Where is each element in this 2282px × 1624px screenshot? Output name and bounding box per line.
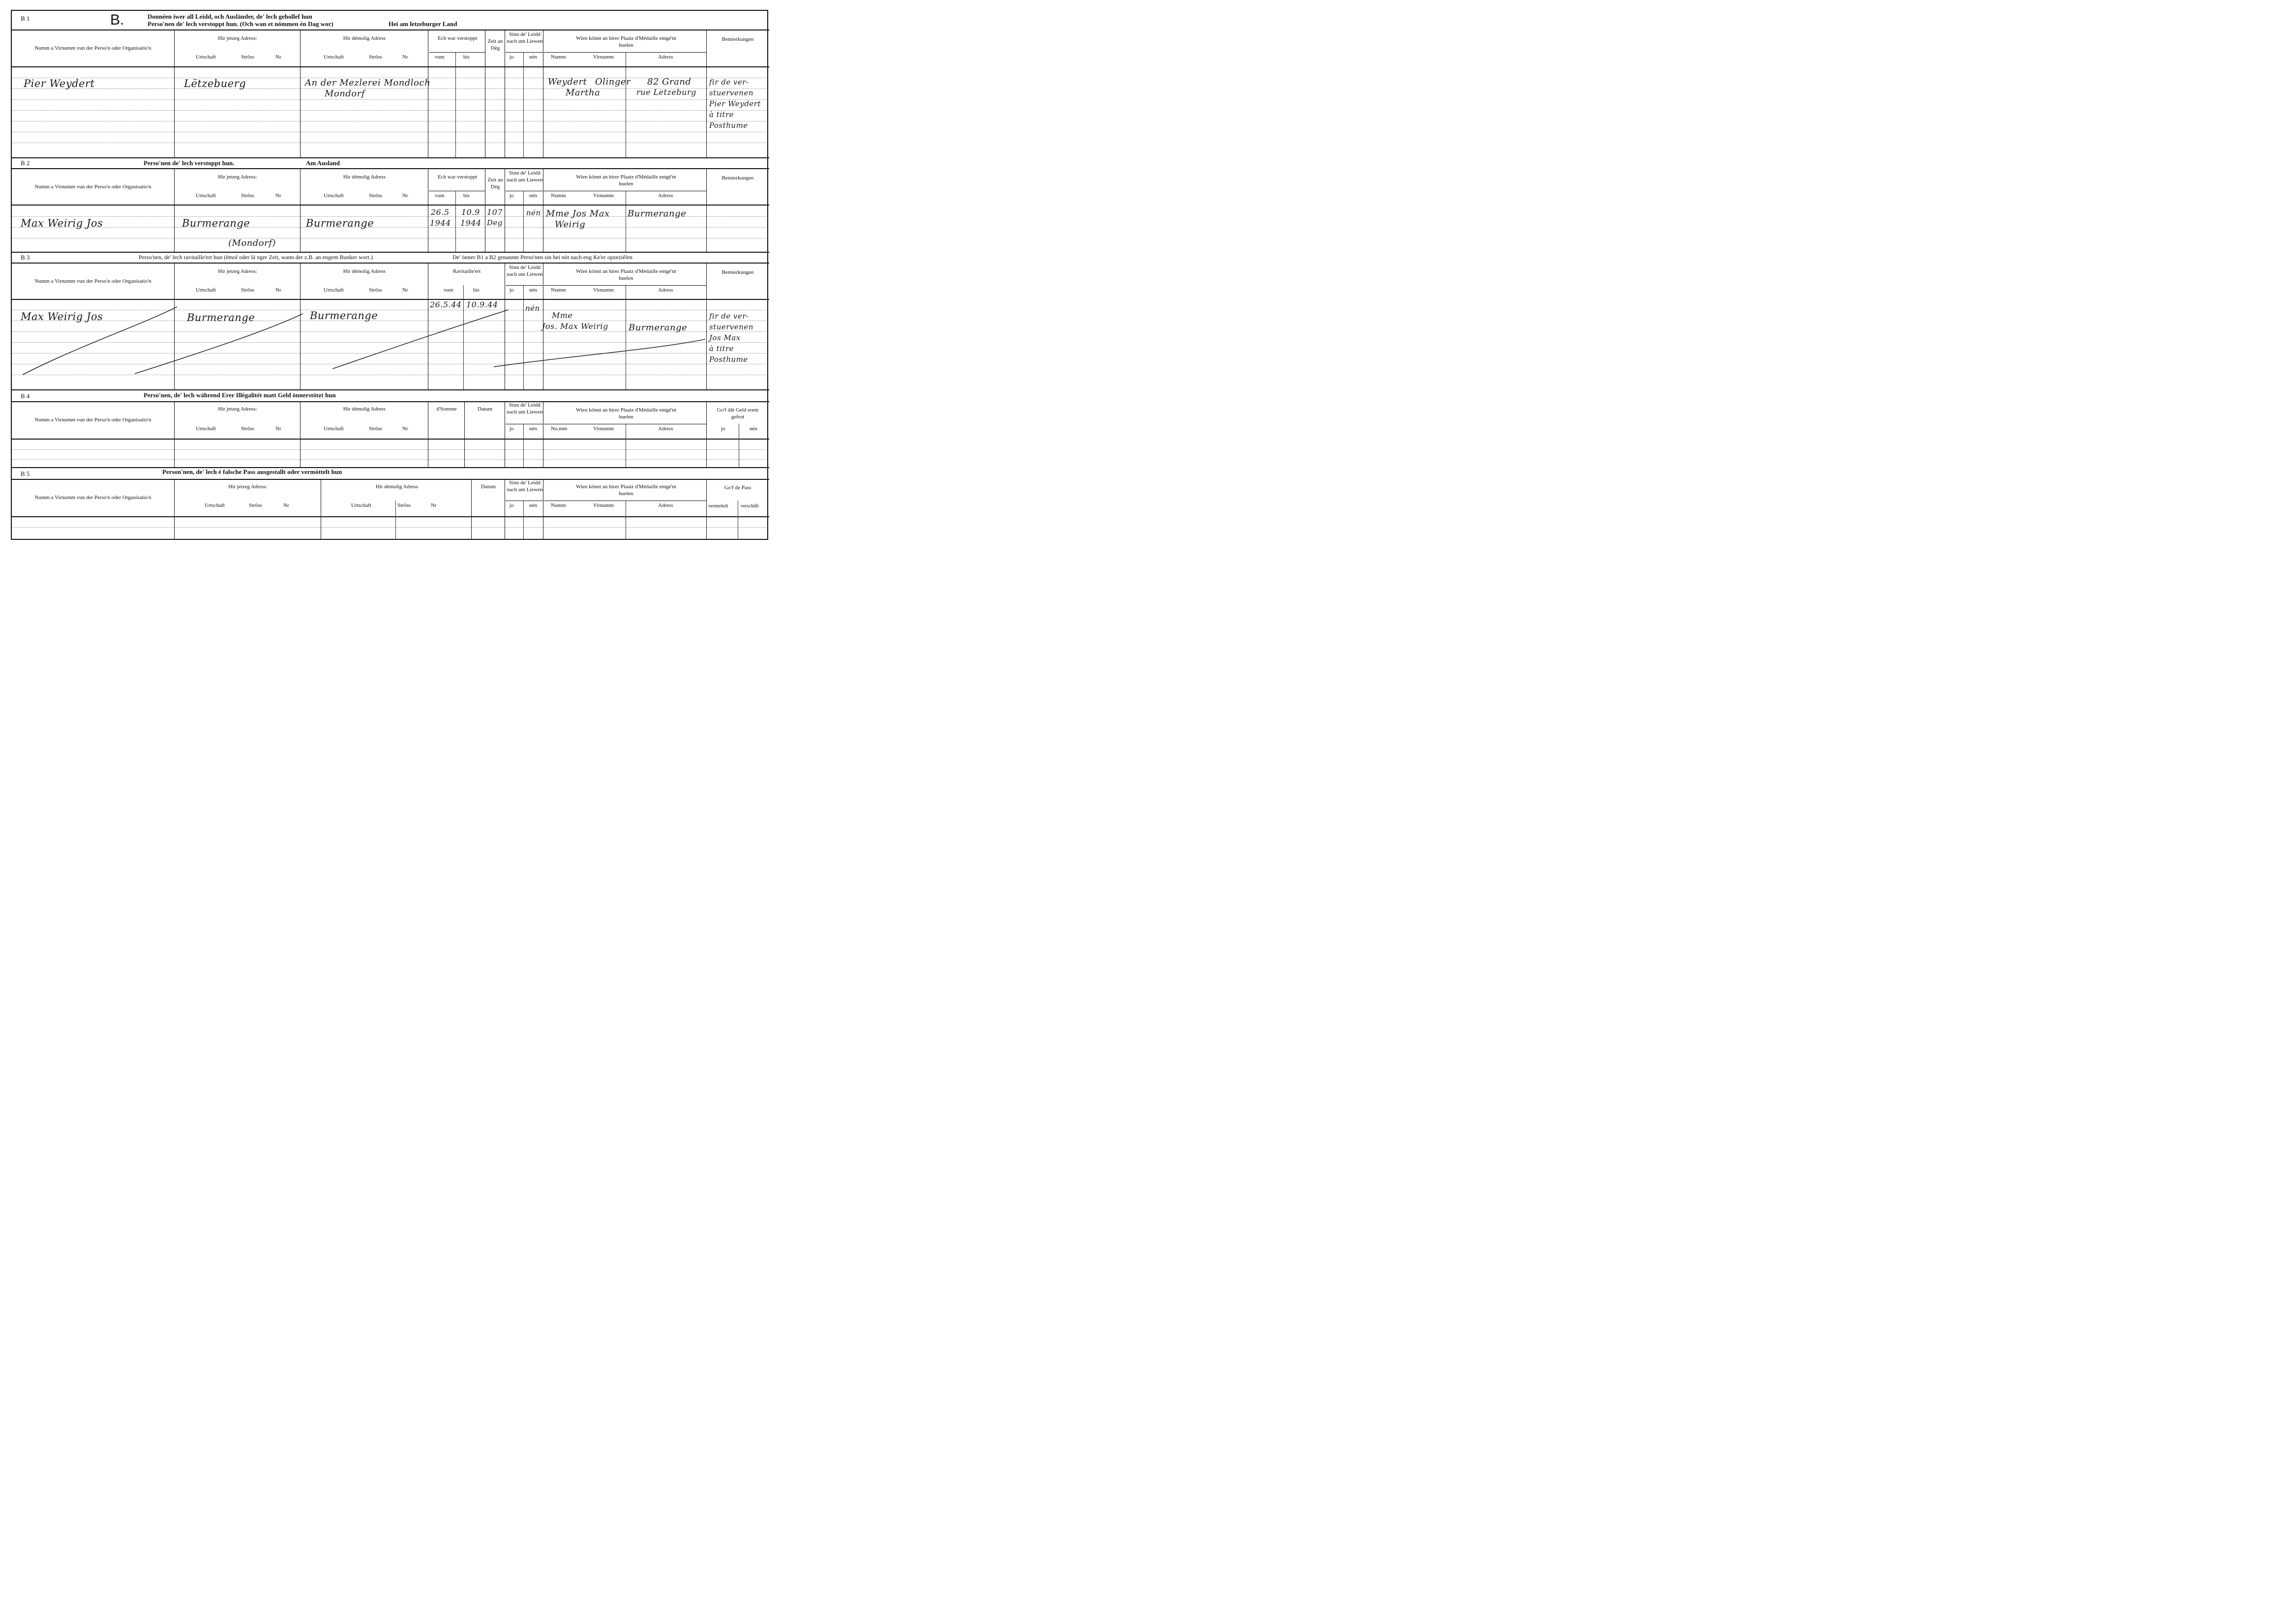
urtschaft-label: Urtschaft xyxy=(205,502,225,508)
form-page xyxy=(11,10,768,540)
column-current-address: Hir jetzeg Adress: xyxy=(228,484,268,490)
bis-label: bis xyxy=(463,54,470,60)
adress-label: Adress xyxy=(658,426,673,432)
b2-current-place: Burmerange xyxy=(182,217,250,229)
section-title-b3: Perso'nen, de' lech ravitaille'ert hun (émol oder lä nger Zeit, wann der z.B. an engem Bunker wort.) xyxy=(139,254,373,261)
b2-days-unit: Deg xyxy=(487,218,503,227)
header-line1: Donnéen iwer all Leidd, och Ausländer, de' lech gehollef hun xyxy=(148,13,312,20)
column-old-address: Hir démolig Adress xyxy=(343,174,386,180)
b3-old-place: Burmerange xyxy=(310,310,378,322)
column-alive: Sinn de' Leidd nach um Liewen xyxy=(507,31,543,44)
b1-heir-first: Martha xyxy=(566,88,601,98)
urtschaft-label: Urtschaft xyxy=(196,426,216,432)
nr-label: Nr xyxy=(402,54,408,60)
b1-heir-name2: Olinger xyxy=(595,77,631,87)
column-name-header: Numm a Virnumm vun der Perso'n oder Organisatio'n xyxy=(34,45,151,51)
urtschaft-label: Urtschaft xyxy=(196,54,216,60)
section-label-b4: B 4 xyxy=(21,392,30,400)
adress-label: Adress xyxy=(658,54,673,60)
column-remarks: Bemierkungen xyxy=(721,175,754,181)
column-old-address: Hir démolig Adress xyxy=(343,406,386,412)
urtschaft-label: Urtschaft xyxy=(351,502,371,508)
b1-heir-address2: rue Letzeburg xyxy=(636,88,696,97)
b3-heir-address: Burmerange xyxy=(629,323,688,333)
b2-heir: Mme Jos Max xyxy=(546,208,610,219)
vermettelt-label: vermettelt xyxy=(708,503,728,509)
numm-label: Nu.mm xyxy=(551,426,568,432)
jo-label: jo xyxy=(510,193,514,199)
nen-label: nén xyxy=(529,54,537,60)
divider xyxy=(12,467,769,468)
column-hidden: Ech war verstoppt xyxy=(437,174,478,180)
urtschaft-label: Urtschaft xyxy=(196,287,216,293)
column-date: Datum xyxy=(481,484,496,490)
stross-label: Strôss xyxy=(369,287,382,293)
jo-label: jo xyxy=(510,287,514,293)
numm-label: Numm xyxy=(551,502,566,508)
nr-label: Nr xyxy=(283,502,289,508)
section-title-b4: Perso'nen, de' lech während Erer Illégalitét matt Geld önnerstötzt hun xyxy=(144,391,336,399)
form-letter: B. xyxy=(110,12,124,28)
column-old-address: Hir démolig Adress xyxy=(375,484,419,490)
column-pass: Go'f de Pass xyxy=(724,485,751,491)
column-old-address: Hir démolig Adress xyxy=(343,268,386,274)
column-alive: Sinn de' Leidd nach um Liewen xyxy=(507,265,543,277)
nr-label: Nr xyxy=(402,193,408,199)
b3-remark: fir de ver- xyxy=(709,312,749,321)
b3-remark: Posthume xyxy=(709,355,748,364)
b2-to: 10.9 xyxy=(461,207,480,217)
stross-label: Strôss xyxy=(369,54,382,60)
nen-label: nén xyxy=(529,502,537,508)
urtschaft-label: Urtschaft xyxy=(324,426,344,432)
header-line2: Perso'nen de' lech verstoppt hun. (Och wan et nömmen én Dag wor) xyxy=(148,20,333,28)
column-current-address: Hir jetzeg Adress: xyxy=(218,406,257,412)
stross-label: Strôss xyxy=(241,287,254,293)
b3-to: 10.9.44 xyxy=(466,300,498,309)
b3-remark: stuervenen xyxy=(709,323,753,331)
column-money-returned: Go'f dât Geld erem gefrot xyxy=(717,407,759,420)
vum-label: vum xyxy=(435,54,445,60)
column-alive: Sinn de' Leidd nach um Liewen xyxy=(507,170,543,183)
jo-label: jo xyxy=(510,54,514,60)
column-current-address: Hir jetzeg Adress: xyxy=(218,174,257,180)
section-label-b3: B 3 xyxy=(21,254,30,261)
nr-label: Nr xyxy=(431,502,437,508)
b3-from: 26.5.44 xyxy=(430,300,462,309)
column-old-address: Hir démolig Adress xyxy=(343,35,386,41)
column-remarks: Bemierkungen xyxy=(721,269,754,275)
b3-remark: à titre xyxy=(709,344,734,353)
nen-label: nén xyxy=(529,426,537,432)
b1-heir-name: Weydert xyxy=(548,77,587,87)
column-date: Datum xyxy=(478,406,492,412)
b2-heir2: Weirig xyxy=(555,219,586,230)
b3-alive-no: nén xyxy=(525,304,540,313)
b2-current-place-note: (Mondorf) xyxy=(228,238,276,248)
b1-remark: fir de ver- xyxy=(709,78,749,87)
urtschaft-label: Urtschaft xyxy=(324,287,344,293)
column-heir: Wien könnt an hirer Plaatz d'Médaille entgé'nt huelen xyxy=(576,174,676,187)
b3-name: Max Weirig Jos xyxy=(21,311,103,323)
adress-label: Adress xyxy=(658,193,673,199)
b1-old-address-town: Mondorf xyxy=(325,89,365,99)
virnumm-label: Virnumm xyxy=(593,193,614,199)
column-current-address: Hir jetzeg Adress: xyxy=(218,268,257,274)
numm-label: Numm xyxy=(551,287,566,293)
column-alive: Sinn de' Leidd nach um Liewen xyxy=(507,480,543,493)
column-alive: Sinn de' Leidd nach um Liewen xyxy=(507,402,543,415)
jo-label: jo xyxy=(721,426,725,432)
b1-remark: stuervenen xyxy=(709,89,753,97)
b1-name: Pier Weydert xyxy=(24,78,95,89)
b2-heir-address: Burmerange xyxy=(628,208,687,219)
column-supplied: Ravitaille'ert xyxy=(452,268,481,274)
nr-label: Nr xyxy=(275,287,281,293)
header-line2b: Hei am letzeburger Land xyxy=(389,20,457,28)
stross-label: Strôss xyxy=(241,193,254,199)
section-label-b2: B 2 xyxy=(21,159,30,167)
b2-to-year: 1944 xyxy=(460,218,481,228)
strike-through-lines xyxy=(12,11,769,541)
b2-old-place: Burmerange xyxy=(306,217,374,229)
b2-days: 107 xyxy=(487,207,503,217)
urtschaft-label: Urtschaft xyxy=(324,54,344,60)
nr-label: Nr xyxy=(402,426,408,432)
vum-label: vum xyxy=(435,193,445,199)
column-name-header: Numm a Virnumm vun der Perso'n oder Organisatio'n xyxy=(34,417,151,423)
column-name-header: Numm a Virnumm vun der Perso'n oder Organisatio'n xyxy=(34,184,151,190)
nr-label: Nr xyxy=(275,54,281,60)
adress-label: Adress xyxy=(658,502,673,508)
stross-label: Strôss xyxy=(369,426,382,432)
virnumm-label: Virnumm xyxy=(593,426,614,432)
nr-label: Nr xyxy=(275,426,281,432)
stross-label: Strôss xyxy=(241,54,254,60)
verschaft-label: verschâft xyxy=(741,503,759,509)
virnumm-label: Virnumm xyxy=(593,502,614,508)
column-current-address: Hir jetzeg Adress: xyxy=(218,35,257,41)
divider xyxy=(12,479,769,480)
b2-from: 26.5 xyxy=(431,207,450,217)
divider xyxy=(12,516,769,517)
b2-name: Max Weirig Jos xyxy=(21,217,103,229)
b3-heir: Jos. Max Weirig xyxy=(542,322,608,331)
column-days: Zeit an Dég xyxy=(487,38,503,51)
column-heir: Wien könnt an hirer Plaatz d'Médaille entgé'nt huelen xyxy=(576,407,676,420)
section-title-b2: Perso'nen de' lech verstoppt hun. xyxy=(144,159,235,167)
adress-label: Adress xyxy=(658,287,673,293)
nen-label: nén xyxy=(750,426,757,432)
section-label-b1: B 1 xyxy=(21,15,30,22)
b1-remark: Posthume xyxy=(709,121,748,130)
nr-label: Nr xyxy=(275,193,281,199)
b3-heir-title: Mme xyxy=(552,311,573,320)
column-name-header: Numm a Virnumm vun der Perso'n oder Organisatio'n xyxy=(34,495,151,501)
b3-remark: Jos Max xyxy=(709,333,741,342)
nen-label: nén xyxy=(529,193,537,199)
divider xyxy=(12,401,769,402)
b2-alive-no: nén xyxy=(526,208,541,217)
b1-current-place: Lëtzebuerg xyxy=(184,78,246,89)
stross-label: Strôss xyxy=(397,502,411,508)
b3-current-place: Burmerange xyxy=(187,312,255,324)
b1-remark: Pier Weydert xyxy=(709,99,761,108)
column-heir: Wien könnt an hirer Plaatz d'Médaille entgé'nt huelen xyxy=(576,35,676,48)
column-heir: Wien könnt an hirer Plaatz d'Médaille entgé'nt huelen xyxy=(576,268,676,281)
nen-label: nén xyxy=(529,287,537,293)
column-days: Zeit an Dég xyxy=(487,177,503,190)
jo-label: jo xyxy=(510,502,514,508)
section-title-b5: Person'nen, de' lech é falsche Pass ausgestallt oder vermöttelt hun xyxy=(162,468,342,475)
column-hidden: Ech war verstoppt xyxy=(437,35,478,41)
divider xyxy=(12,439,769,440)
column-sum: d'Somme xyxy=(436,406,457,412)
nr-label: Nr xyxy=(402,287,408,293)
jo-label: jo xyxy=(510,426,514,432)
bis-label: bis xyxy=(463,193,470,199)
b1-old-address: An der Mezlerei Mondloch xyxy=(305,78,431,88)
numm-label: Numm xyxy=(551,54,566,60)
section-label-b5: B 5 xyxy=(21,470,30,477)
section-subtitle-b2: Am Ausland xyxy=(306,159,340,167)
stross-label: Strôss xyxy=(249,502,262,508)
bis-label: bis xyxy=(473,287,480,293)
b2-from-year: 1944 xyxy=(430,218,451,228)
urtschaft-label: Urtschaft xyxy=(196,193,216,199)
column-heir: Wien könnt an hirer Plaatz d'Médaille entgé'nt huelen xyxy=(576,484,676,497)
column-name-header: Numm a Virnumm vun der Perso'n oder Organisatio'n xyxy=(34,278,151,284)
b1-heir-address: 82 Grand xyxy=(647,77,691,87)
divider xyxy=(12,389,769,390)
column-remarks: Bemierkungen xyxy=(721,36,754,42)
urtschaft-label: Urtschaft xyxy=(324,193,344,199)
b1-remark: à titre xyxy=(709,110,734,119)
vum-label: vum xyxy=(444,287,453,293)
numm-label: Numm xyxy=(551,193,566,199)
section-subtitle-b3: De' önner B1 a B2 genannte Perso'nen sin hei nöt nach eng Ke'er opzeziélen xyxy=(452,254,633,261)
virnumm-label: Virnumm xyxy=(593,54,614,60)
stross-label: Strôss xyxy=(241,426,254,432)
virnumm-label: Virnumm xyxy=(593,287,614,293)
stross-label: Strôss xyxy=(369,193,382,199)
